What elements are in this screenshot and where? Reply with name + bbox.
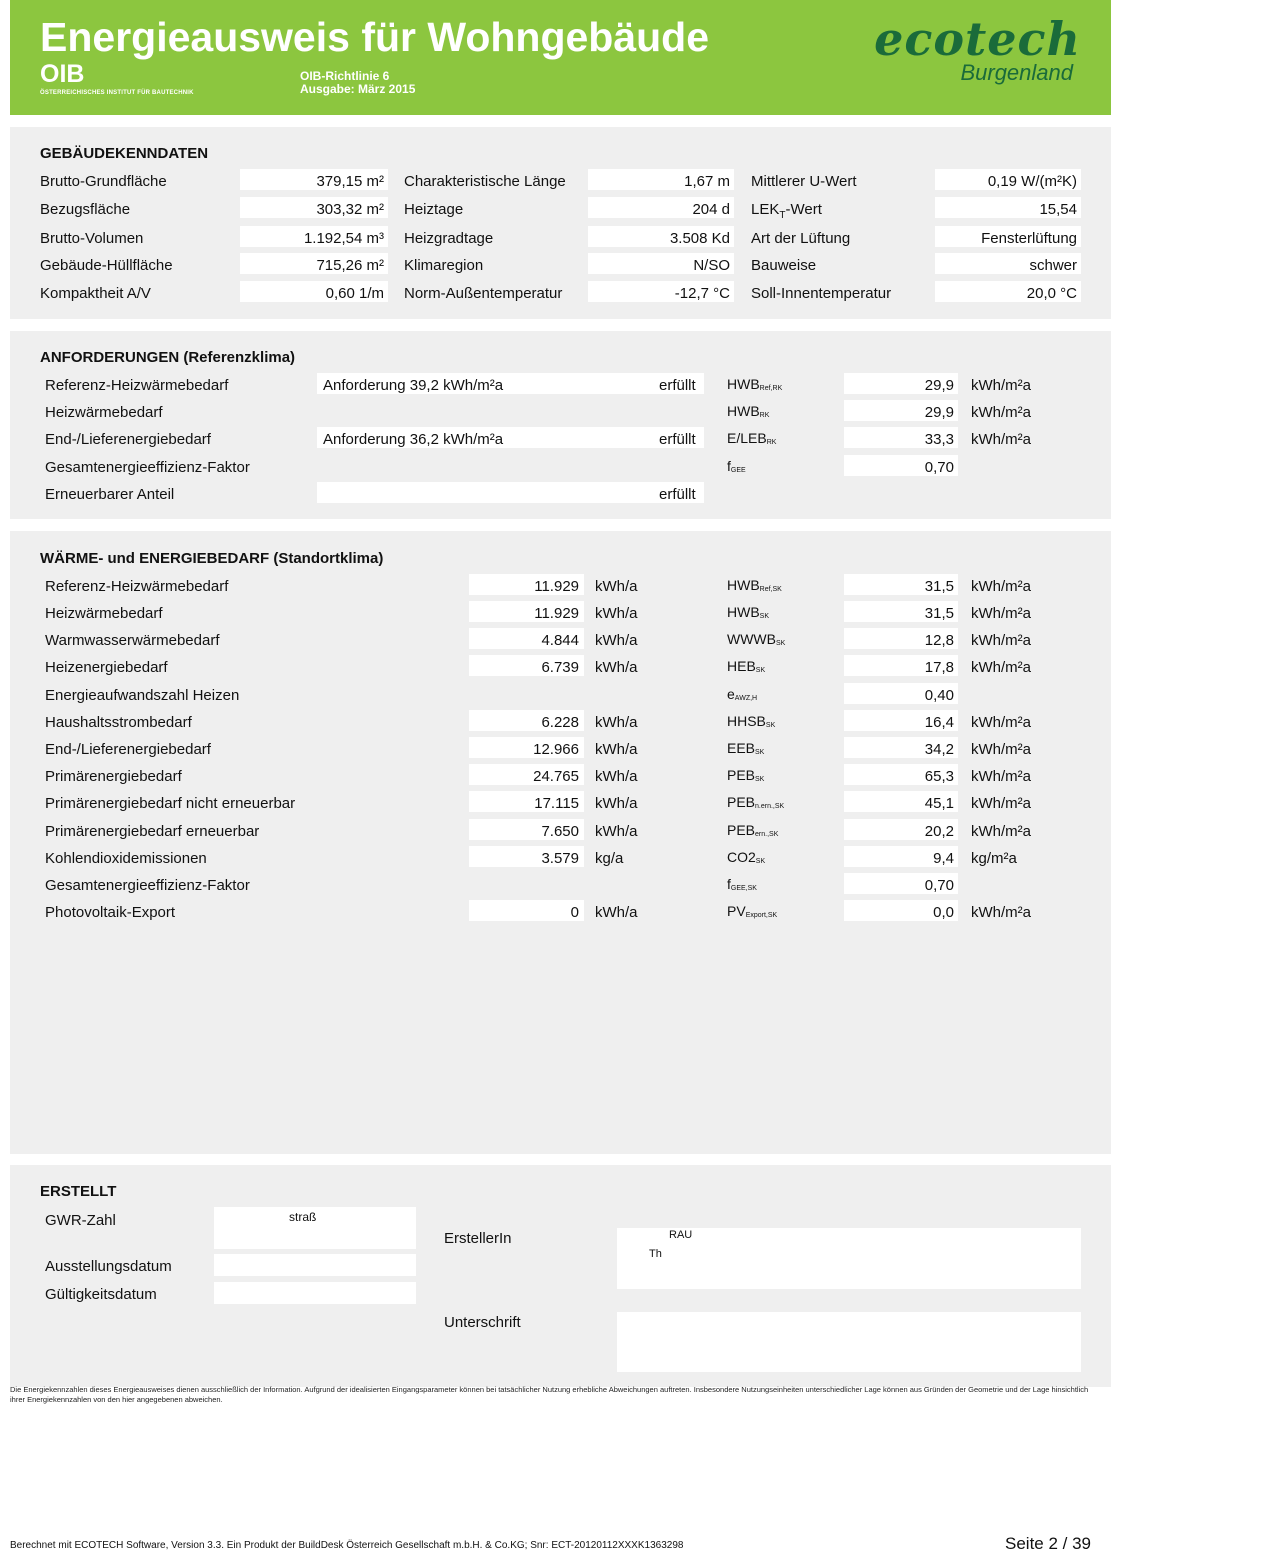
indicator-unit: kWh/m²a bbox=[971, 823, 1031, 840]
indicator-symbol bbox=[727, 403, 769, 419]
property-value: N/SO bbox=[693, 257, 730, 274]
property-value: schwer bbox=[1029, 257, 1077, 274]
ersteller-label: ErstellerIn bbox=[444, 1230, 512, 1247]
footer-text: Berechnet mit ECOTECH Software, Version 3.3. Ein Produkt der BuildDesk Österreich Gesellschaft m.b.H. & Co.KG; Snr: ECT-20120112XXXK1363298 bbox=[10, 1540, 684, 1551]
indicator-symbol bbox=[727, 794, 784, 810]
indicator-unit: kWh/m²a bbox=[971, 377, 1031, 394]
energy-value: 24.765 bbox=[533, 768, 579, 785]
property-value: Fensterlüftung bbox=[981, 230, 1077, 247]
indicator-value: 0,70 bbox=[924, 459, 954, 476]
requirement-label: Referenz-Heizwärmebedarf bbox=[45, 377, 229, 394]
symbol-text: E/LEB bbox=[727, 430, 767, 446]
property-value: 204 d bbox=[692, 201, 730, 218]
property-label: Norm-Außentemperatur bbox=[404, 285, 563, 302]
requirement-status: erfüllt bbox=[659, 431, 696, 448]
symbol-text: CO2 bbox=[727, 849, 756, 865]
gueltigkeitsdatum-field bbox=[214, 1282, 416, 1304]
property-label: Gebäude-Hüllfläche bbox=[40, 257, 173, 274]
symbol-text: e bbox=[727, 686, 735, 702]
property-label: Soll-Innentemperatur bbox=[751, 285, 892, 302]
indicator-symbol bbox=[727, 458, 746, 474]
symbol-text: HEB bbox=[727, 658, 756, 674]
property-label: Heizgradtage bbox=[404, 230, 494, 247]
requirement-label: Gesamtenergieeffizienz-Faktor bbox=[45, 459, 250, 476]
property-value: 303,32 m² bbox=[316, 201, 384, 218]
indicator-value: 31,5 bbox=[924, 605, 954, 622]
indicator-value: 12,8 bbox=[924, 632, 954, 649]
property-value: -12,7 °C bbox=[674, 285, 730, 302]
requirement-label: Heizwärmebedarf bbox=[45, 404, 163, 421]
energy-value: 12.966 bbox=[533, 741, 579, 758]
oib-logo: OIB bbox=[40, 60, 85, 88]
requirement-label: End-/Lieferenergiebedarf bbox=[45, 431, 211, 448]
indicator-value: 0,0 bbox=[933, 904, 954, 921]
energy-value: 6.739 bbox=[541, 659, 579, 676]
ecotech-logo bbox=[841, 12, 1081, 92]
energy-unit: kWh/a bbox=[595, 795, 638, 812]
symbol-subscript: Export,SK bbox=[745, 912, 778, 919]
energy-value: 11.929 bbox=[534, 578, 579, 595]
unterschrift-field bbox=[617, 1312, 1081, 1372]
energy-unit: kWh/a bbox=[595, 741, 638, 758]
energy-label: Warmwasserwärmebedarf bbox=[45, 632, 220, 649]
property-value: 379,15 m² bbox=[316, 173, 384, 190]
property-value: 1,67 m bbox=[684, 173, 730, 190]
symbol-subscript: Ref,SK bbox=[759, 586, 782, 593]
document-title: Energieausweis für Wohngebäude bbox=[40, 14, 710, 60]
gueltigkeitsdatum-label: Gültigkeitsdatum bbox=[45, 1286, 157, 1303]
property-label: Mittlerer U-Wert bbox=[751, 173, 857, 190]
indicator-unit: kWh/m²a bbox=[971, 431, 1031, 448]
indicator-unit: kWh/m²a bbox=[971, 632, 1031, 649]
property-label: $LEK_T$-Wert bbox=[751, 201, 822, 221]
symbol-subscript: RK bbox=[759, 412, 770, 419]
indicator-symbol bbox=[727, 631, 785, 647]
symbol-text: HWB bbox=[727, 403, 760, 419]
symbol-text: HHSB bbox=[727, 713, 766, 729]
energy-label: Primärenergiebedarf bbox=[45, 768, 182, 785]
energy-label: Heizwärmebedarf bbox=[45, 605, 163, 622]
symbol-text: HWB bbox=[727, 577, 760, 593]
energy-label: Energieaufwandszahl Heizen bbox=[45, 687, 240, 704]
property-label: Heiztage bbox=[404, 201, 464, 218]
energy-unit: kWh/a bbox=[595, 659, 638, 676]
section-title: ANFORDERUNGEN (Referenzklima) bbox=[40, 349, 296, 366]
ausstellungsdatum-field bbox=[214, 1254, 416, 1276]
indicator-symbol bbox=[727, 713, 775, 729]
requirement-box bbox=[317, 482, 704, 503]
symbol-subscript: GEE,SK bbox=[730, 885, 757, 892]
indicator-unit: kWh/m²a bbox=[971, 741, 1031, 758]
property-value: 1.192,54 m³ bbox=[303, 230, 384, 247]
indicator-symbol bbox=[727, 577, 782, 593]
indicator-value: 65,3 bbox=[924, 768, 954, 785]
requirement-label: Erneuerbarer Anteil bbox=[45, 486, 175, 503]
symbol-subscript: n.ern.,SK bbox=[755, 803, 785, 810]
symbol-subscript: SK bbox=[765, 722, 776, 729]
property-label: Brutto-Grundfläche bbox=[40, 173, 167, 190]
symbol-subscript: SK bbox=[755, 776, 765, 783]
energy-unit: kWh/a bbox=[595, 904, 638, 921]
indicator-value: 9,4 bbox=[933, 850, 954, 867]
symbol-subscript: SK bbox=[759, 613, 770, 620]
indicator-symbol bbox=[727, 604, 769, 620]
section-title: WÄRME- und ENERGIEBEDARF (Standortklima) bbox=[40, 550, 384, 567]
indicator-symbol bbox=[727, 376, 782, 392]
indicator-symbol bbox=[727, 822, 778, 838]
indicator-symbol bbox=[727, 849, 765, 865]
indicator-value: 34,2 bbox=[924, 741, 954, 758]
symbol-subscript: SK bbox=[755, 749, 765, 756]
property-label: Art der Lüftung bbox=[751, 230, 851, 247]
indicator-unit: kWh/m²a bbox=[971, 578, 1031, 595]
symbol-text: f bbox=[727, 876, 731, 892]
header-banner bbox=[10, 0, 1111, 115]
property-value: 715,26 m² bbox=[316, 257, 384, 274]
energy-label: Primärenergiebedarf erneuerbar bbox=[45, 823, 260, 840]
richtlinie: OIB-Richtlinie 6 bbox=[300, 69, 390, 83]
energy-value: 6.228 bbox=[541, 714, 579, 731]
gwr-field bbox=[214, 1207, 416, 1249]
indicator-unit: kWh/m²a bbox=[971, 714, 1031, 731]
energy-unit: kWh/a bbox=[595, 768, 638, 785]
requirement-text: Anforderung 36,2 kWh/m²a bbox=[323, 431, 504, 448]
symbol-subscript: GEE bbox=[730, 467, 746, 474]
section-gebaeudekenndaten bbox=[10, 127, 1111, 319]
property-value: 3.508 Kd bbox=[669, 230, 730, 247]
symbol-text: PEB bbox=[727, 822, 756, 838]
indicator-value: 0,70 bbox=[924, 877, 954, 894]
energy-label: Kohlendioxidemissionen bbox=[45, 850, 207, 867]
symbol-text: PV bbox=[727, 903, 746, 919]
ersteller-value: RAU bbox=[669, 1229, 693, 1241]
energy-value: 7.650 bbox=[541, 823, 579, 840]
symbol-subscript: Ref,RK bbox=[759, 385, 783, 392]
indicator-value: 33,3 bbox=[924, 431, 954, 448]
symbol-text: f bbox=[727, 458, 731, 474]
property-label: Klimaregion bbox=[404, 257, 484, 274]
energy-label: Primärenergiebedarf nicht erneuerbar bbox=[45, 795, 296, 812]
energy-unit: kg/a bbox=[595, 850, 624, 867]
ausstellungsdatum-label: Ausstellungsdatum bbox=[45, 1258, 172, 1275]
section-title: GEBÄUDEKENNDATEN bbox=[40, 145, 209, 162]
symbol-text: HWB bbox=[727, 604, 760, 620]
energy-unit: kWh/a bbox=[595, 578, 638, 595]
section-erstellt bbox=[10, 1165, 1111, 1387]
property-label: Bauweise bbox=[751, 257, 817, 274]
indicator-value: 0,40 bbox=[924, 687, 954, 704]
requirement-status: erfüllt bbox=[659, 486, 696, 503]
energy-label: End-/Lieferenergiebedarf bbox=[45, 741, 211, 758]
symbol-subscript: SK bbox=[755, 858, 766, 865]
indicator-value: 17,8 bbox=[924, 659, 954, 676]
ersteller-value-2: Th bbox=[649, 1248, 662, 1260]
richtlinie-info bbox=[300, 70, 415, 96]
symbol-text: HWB bbox=[727, 376, 760, 392]
indicator-symbol bbox=[727, 740, 764, 756]
energy-label: Referenz-Heizwärmebedarf bbox=[45, 578, 229, 595]
indicator-value: 16,4 bbox=[924, 714, 954, 731]
property-value: 0,60 1/m bbox=[325, 285, 384, 302]
indicator-symbol bbox=[727, 903, 777, 919]
indicator-unit: kWh/m²a bbox=[971, 605, 1031, 622]
property-label: Charakteristische Länge bbox=[404, 173, 566, 190]
energy-unit: kWh/a bbox=[595, 823, 638, 840]
gwr-label: GWR-Zahl bbox=[45, 1212, 116, 1229]
property-value: 15,54 bbox=[1039, 201, 1077, 218]
symbol-subscript: SK bbox=[755, 667, 766, 674]
energy-value: 11.929 bbox=[534, 605, 579, 622]
symbol-text: PEB bbox=[727, 794, 756, 810]
indicator-unit: kWh/m²a bbox=[971, 795, 1031, 812]
property-label: Kompaktheit A/V bbox=[40, 285, 151, 302]
property-value: 20,0 °C bbox=[1026, 285, 1077, 302]
symbol-text: EEB bbox=[727, 740, 756, 756]
indicator-symbol bbox=[727, 430, 776, 446]
indicator-value: 45,1 bbox=[924, 795, 954, 812]
unterschrift-label: Unterschrift bbox=[444, 1314, 521, 1331]
indicator-symbol bbox=[727, 658, 765, 674]
indicator-unit: kWh/m²a bbox=[971, 768, 1031, 785]
section-anforderungen bbox=[10, 331, 1111, 519]
indicator-unit: kWh/m²a bbox=[971, 404, 1031, 421]
symbol-subscript: RK bbox=[766, 439, 777, 446]
indicator-value: 29,9 bbox=[924, 404, 954, 421]
property-value: 0,19 W/(m²K) bbox=[987, 173, 1077, 190]
indicator-unit: kWh/m²a bbox=[971, 904, 1031, 921]
ersteller-field bbox=[617, 1228, 1081, 1289]
symbol-text: PEB bbox=[727, 767, 756, 783]
energy-unit: kWh/a bbox=[595, 632, 638, 649]
indicator-value: 20,2 bbox=[924, 823, 954, 840]
page-number: Seite 2 / 39 bbox=[1005, 1534, 1092, 1553]
energy-value: 0 bbox=[570, 904, 579, 921]
ausgabe: Ausgabe: März 2015 bbox=[300, 82, 416, 96]
energy-unit: kWh/a bbox=[595, 605, 638, 622]
indicator-symbol bbox=[727, 876, 757, 892]
energy-value: 17.115 bbox=[534, 795, 579, 812]
indicator-symbol bbox=[727, 686, 757, 702]
indicator-symbol bbox=[727, 767, 764, 783]
energy-label: Heizenergiebedarf bbox=[45, 659, 168, 676]
indicator-unit: kg/m²a bbox=[971, 850, 1017, 867]
symbol-subscript: ern.,SK bbox=[755, 831, 779, 838]
symbol-text: WWWB bbox=[727, 631, 776, 647]
indicator-unit: kWh/m²a bbox=[971, 659, 1031, 676]
oib-subtitle: ÖSTERREICHISCHES INSTITUT FÜR BAUTECHNIK bbox=[40, 90, 194, 96]
symbol-subscript: AWZ,H bbox=[734, 695, 758, 702]
indicator-value: 29,9 bbox=[924, 377, 954, 394]
disclaimer: Die Energiekennzahlen dieses Energieausweises dienen ausschließlich der Information. Aufgrund der idealisierten Eingangsparameter können bei tatsächlicher Nutzung erhebliche Abweichungen auftreten. Insbesondere Nutzungseinheiten unterschiedlicher Lage können aus Gründen der Geometrie und der Lage hinsichtlich ihrer Energiekennzahlen von den hier angegebenen abweichen. bbox=[10, 1385, 1089, 1404]
logo-main: ecotech bbox=[874, 12, 1081, 66]
requirement-status: erfüllt bbox=[659, 377, 696, 394]
energy-label: Photovoltaik-Export bbox=[45, 904, 176, 921]
property-label: Bezugsfläche bbox=[40, 201, 131, 218]
section-waerme bbox=[10, 531, 1111, 1154]
energy-value: 4.844 bbox=[541, 632, 579, 649]
energy-label: Gesamtenergieeffizienz-Faktor bbox=[45, 877, 250, 894]
logo-sub: Burgenland bbox=[960, 60, 1073, 85]
energy-value: 3.579 bbox=[541, 850, 579, 867]
property-label: Brutto-Volumen bbox=[40, 230, 144, 247]
energy-unit: kWh/a bbox=[595, 714, 638, 731]
gwr-value: straß bbox=[289, 1210, 317, 1224]
energy-label: Haushaltsstrombedarf bbox=[45, 714, 192, 731]
section-title: ERSTELLT bbox=[40, 1183, 117, 1200]
requirement-text: Anforderung 39,2 kWh/m²a bbox=[323, 377, 504, 394]
symbol-subscript: SK bbox=[775, 640, 786, 647]
indicator-value: 31,5 bbox=[924, 578, 954, 595]
